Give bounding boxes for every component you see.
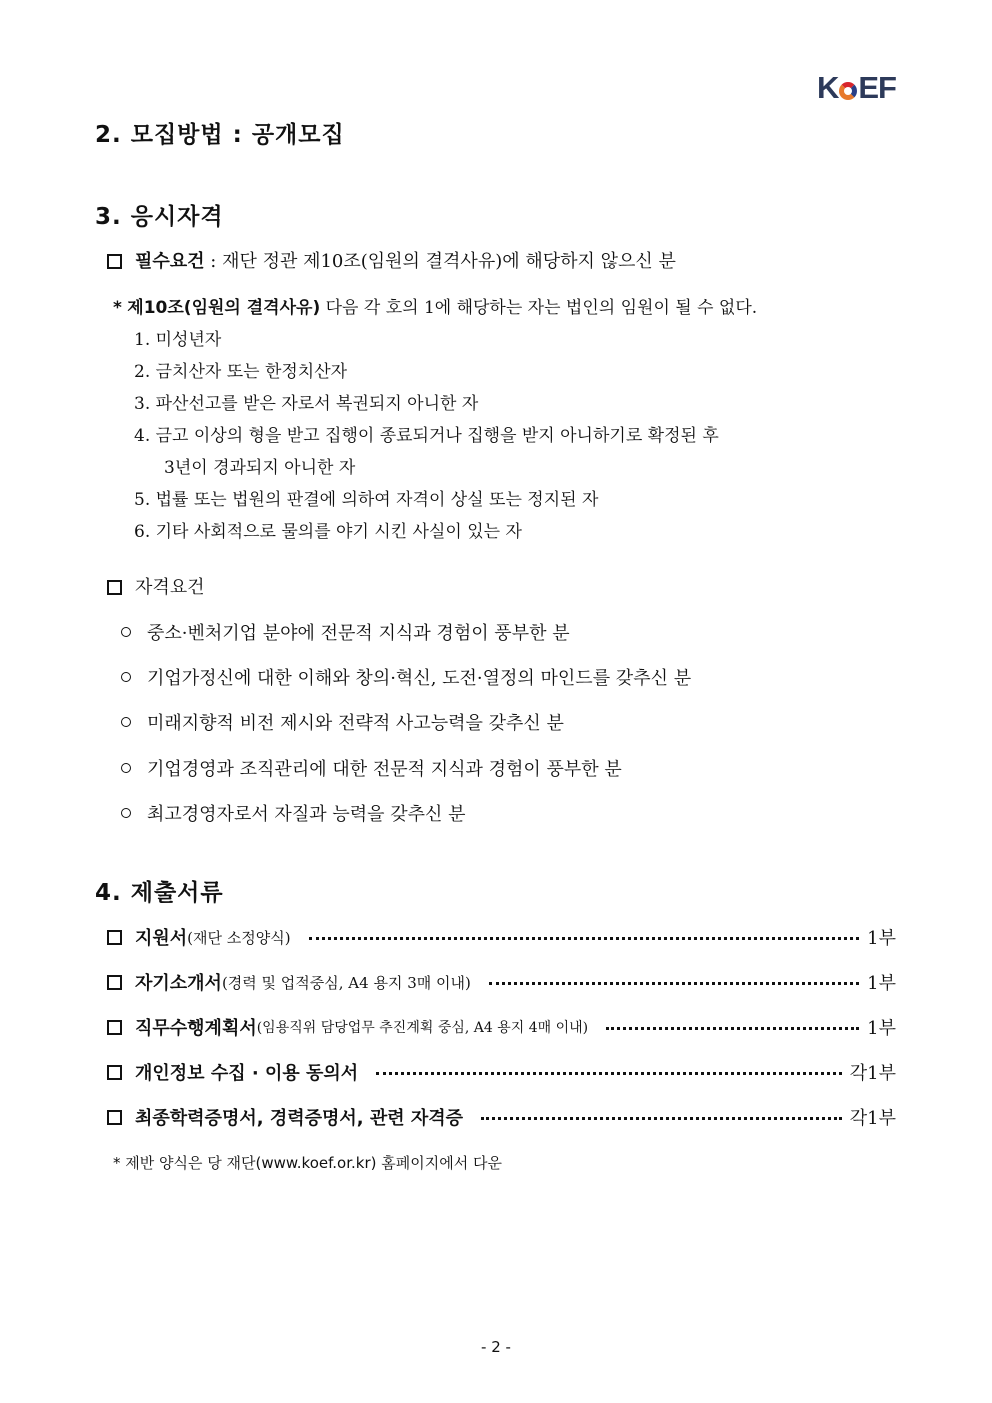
checkbox-square-icon [107,1020,122,1035]
dotted-leader [489,982,859,985]
dotted-leader [309,937,860,940]
document-detail: (경력 및 업적중심, A4 용지 3매 이내) [221,973,471,992]
qualification-label: 자격요건 [135,577,205,598]
circle-bullet-icon [121,763,131,773]
koef-logo: K EF [816,70,896,105]
checkbox-square-icon [107,975,122,990]
qualification-item [121,664,691,690]
dotted-leader [376,1072,842,1075]
article-10-note [113,293,757,318]
qualification-text: 중소·벤처기업 분야에 전문적 지식과 경험이 풍부한 분 [147,623,570,644]
required-text: : 재단 정관 제10조(임원의 결격사유)에 해당하지 않으신 분 [204,251,676,272]
document-detail: (임용직위 담당업무 추진계획 중심, A4 용지 4매 이내) [256,1020,589,1036]
checkbox-square-icon [107,1110,122,1125]
qualification-item [121,755,622,781]
logo-ring-icon [839,82,857,100]
qualification-text: 최고경영자로서 자질과 능력을 갖추신 분 [147,804,466,825]
dotted-leader [606,1027,859,1030]
disqualification-item: 6. 기타 사회적으로 물의를 야기 시킨 사실이 있는 자 [134,522,522,542]
circle-bullet-icon [121,627,131,637]
document-count: 1부 [867,928,896,949]
document-name: 직무수행계획서 [135,1018,257,1039]
disqualification-item: 5. 법률 또는 법원의 판결에 의하여 자격이 상실 또는 정지된 자 [134,490,599,510]
dotted-leader [481,1117,842,1120]
qualification-heading [107,573,205,599]
section-2-title: 2. 모집방법 : 공개모집 [95,122,345,148]
qualification-text: 기업가정신에 대한 이해와 창의·혁신, 도전·열정의 마인드를 갖추신 분 [147,668,692,689]
note-marker: * [113,298,122,318]
qualification-item [121,800,465,826]
qualification-item [121,709,564,735]
document-row [107,924,896,950]
document-count: 각1부 [849,1108,896,1129]
disqualification-item: 2. 금치산자 또는 한정치산자 [134,362,348,382]
document-row [107,1014,896,1040]
checkbox-square-icon [107,1065,122,1080]
disqualification-item-continued: 3년이 경과되지 아니한 자 [164,458,356,478]
checkbox-square-icon [107,580,122,595]
circle-bullet-icon [121,808,131,818]
circle-bullet-icon [121,717,131,727]
disqualification-item: 3. 파산선고를 받은 자로서 복권되지 아니한 자 [134,394,479,414]
document-count: 1부 [867,1018,896,1039]
document-row [107,1104,896,1130]
disqualification-item: 4. 금고 이상의 형을 받고 집행이 종료되거나 집행을 받지 아니하기로 확정된 후 [134,426,719,446]
checkbox-square-icon [107,254,122,269]
circle-bullet-icon [121,672,131,682]
page-number: - 2 - [481,1338,511,1356]
checkbox-square-icon [107,930,122,945]
document-detail: (재단 소정양식) [187,928,291,947]
qualification-text: 미래지향적 비전 제시와 전략적 사고능력을 갖추신 분 [147,713,564,734]
document-name: 최종학력증명서, 경력증명서, 관련 자격증 [135,1108,464,1129]
qualification-text: 기업경영과 조직관리에 대한 전문적 지식과 경험이 풍부한 분 [147,759,622,780]
document-row [107,1059,896,1085]
document-row [107,969,896,995]
document-name: 개인정보 수집 · 이용 동의서 [135,1063,359,1084]
note-label: 제10조(임원의 결격사유) [127,298,321,318]
document-name: 지원서 [135,928,188,949]
section-3-title: 3. 응시자격 [95,204,224,230]
required-condition [107,247,676,273]
note-text: 다음 각 호의 1에 해당하는 자는 법인의 임원이 될 수 없다. [320,298,758,318]
download-footnote: * 제반 양식은 당 재단(www.koef.or.kr) 홈페이지에서 다운 [113,1154,502,1172]
required-label: 필수요건 [135,251,205,272]
document-count: 각1부 [849,1063,896,1084]
section-4-title: 4. 제출서류 [95,880,224,906]
disqualification-item: 1. 미성년자 [134,330,222,350]
document-count: 1부 [867,973,896,994]
document-name: 자기소개서 [135,973,222,994]
qualification-item [121,619,570,645]
